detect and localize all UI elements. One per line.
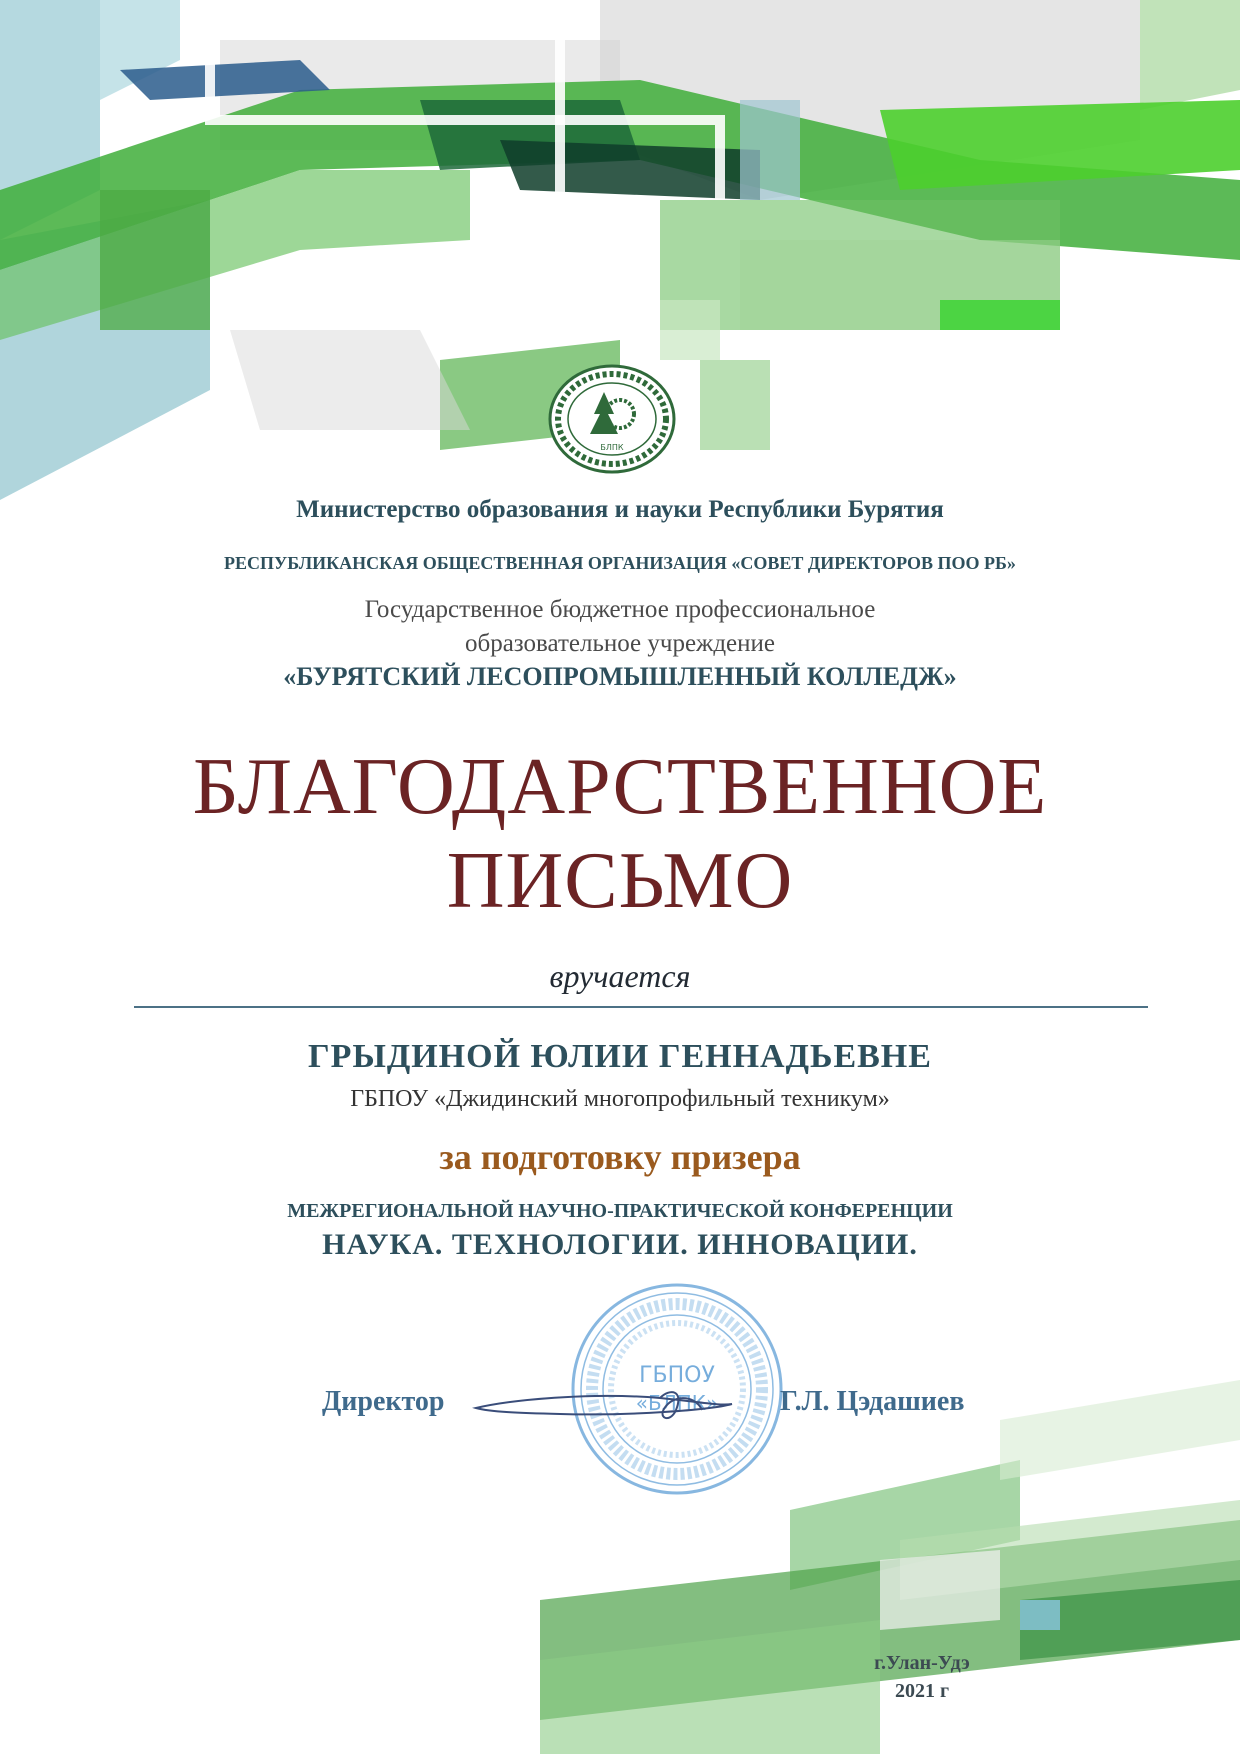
director-label: Директор [322,1386,445,1417]
organization-heading: РЕСПУБЛИКАНСКАЯ ОБЩЕСТВЕННАЯ ОРГАНИЗАЦИЯ «СОВЕТ ДИРЕКТОРОВ ПОО РБ» [224,553,1016,573]
institution-line-1: Государственное бюджетное профессиональное [364,596,876,623]
title-line-2: ПИСЬМО [446,837,794,925]
institution-name: «БУРЯТСКИЙ ЛЕСОПРОМЫШЛЕННЫЙ КОЛЛЕДЖ» [283,662,957,691]
ministry-heading: Министерство образования и науки Республики Бурятия [296,496,944,523]
institution-line-2: образовательное учреждение [464,630,775,657]
recipient-name: ГРЫДИНОЙ ЮЛИИ ГЕННАДЬЕВНЕ [308,1038,932,1075]
divider-line [134,1006,1148,1008]
awarded-text: вручается [549,958,691,994]
recipient-school: ГБПОУ «Джидинский многопрофильный техникум» [350,1086,890,1112]
logo-abbreviation: БЛПК [600,443,624,452]
director-name: Г.Л. Цэдашиев [780,1386,965,1417]
award-reason: за подготовку призера [439,1137,801,1177]
year: 2021 г [894,1680,950,1702]
title-line-1: БЛАГОДАРСТВЕННОЕ [192,743,1048,831]
college-logo [548,364,676,474]
city: г.Улан-Удэ [874,1652,970,1674]
director-signature [470,1370,770,1440]
stamp-center-line-2: «БЛПК» [635,1391,719,1415]
conference-line-2: НАУКА. ТЕХНОЛОГИИ. ИННОВАЦИИ. [322,1228,918,1261]
conference-line-1: МЕЖРЕГИОНАЛЬНОЙ НАУЧНО-ПРАКТИЧЕСКОЙ КОНФЕРЕНЦИИ [287,1200,953,1222]
stamp-center-line-1: ГБПОУ [639,1363,715,1388]
